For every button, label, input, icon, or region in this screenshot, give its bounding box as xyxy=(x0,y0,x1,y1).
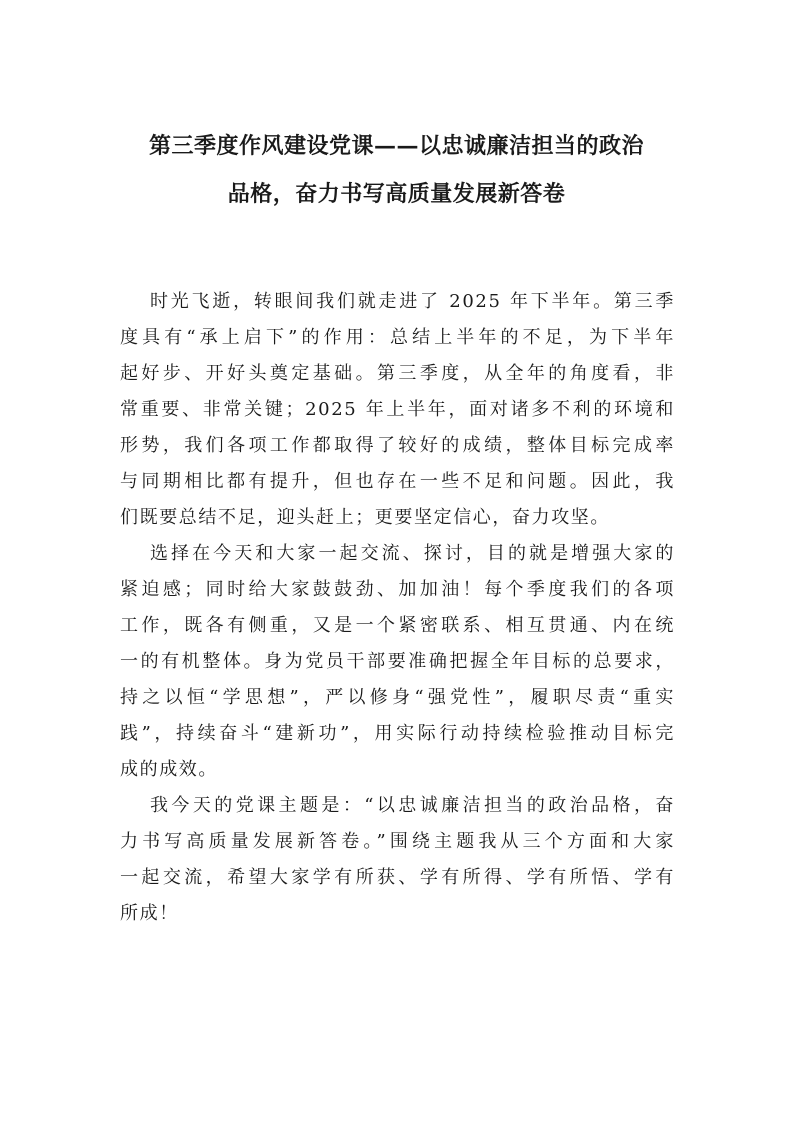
paragraph-1 xyxy=(120,284,675,536)
paragraph-line: 与同期相比都有提升，但也存在一些不足和问题。因此，我 xyxy=(120,471,675,492)
paragraph-line: 起好步、开好头奠定基础。第三季度，从全年的角度看，非 xyxy=(120,363,675,384)
paragraph-line: 一的有机整体。身为党员干部要准确把握全年目标的总要求， xyxy=(120,651,675,672)
paragraph-line: 持之以恒“学思想”，严以修身“强党性”，履职尽责“重实 xyxy=(120,687,675,708)
paragraph-line: 工作，既各有侧重，又是一个紧密联系、相互贯通、内在统 xyxy=(120,615,675,636)
paragraph-line: 时光飞逝，转眼间我们就走进了 2025 年下半年。第三季 xyxy=(150,291,675,312)
paragraph-line: 践”，持续奋斗“建新功”，用实际行动持续检验推动目标完 xyxy=(120,723,675,744)
paragraph-3 xyxy=(120,788,675,932)
paragraph-line: 所成！ xyxy=(120,903,179,924)
paragraph-line: 选择在今天和大家一起交流、探讨，目的就是增强大家的 xyxy=(150,543,675,564)
paragraph-line: 一起交流，希望大家学有所获、学有所得、学有所悟、学有 xyxy=(120,867,675,888)
paragraph-line: 常重要、非常关键；2025 年上半年，面对诸多不利的环境和 xyxy=(120,399,675,420)
document-title xyxy=(100,122,693,218)
paragraph-line: 力书写高质量发展新答卷。”围绕主题我从三个方面和大家 xyxy=(120,831,675,852)
paragraph-2 xyxy=(120,536,675,788)
paragraph-line: 度具有“承上启下”的作用：总结上半年的不足，为下半年 xyxy=(120,327,675,348)
title-line-2: 品格，奋力书写高质量发展新答卷 xyxy=(227,181,566,207)
title-line-1: 第三季度作风建设党课——以忠诚廉洁担当的政治 xyxy=(148,133,644,159)
paragraph-line: 成的成效。 xyxy=(120,759,218,780)
paragraph-line: 们既要总结不足，迎头赶上；更要坚定信心，奋力攻坚。 xyxy=(120,507,610,528)
document-body xyxy=(120,284,675,932)
paragraph-line: 我今天的党课主题是：“以忠诚廉洁担当的政治品格，奋 xyxy=(150,795,675,816)
paragraph-line: 紧迫感；同时给大家鼓鼓劲、加加油！每个季度我们的各项 xyxy=(120,579,675,600)
paragraph-line: 形势，我们各项工作都取得了较好的成绩，整体目标完成率 xyxy=(120,435,675,456)
